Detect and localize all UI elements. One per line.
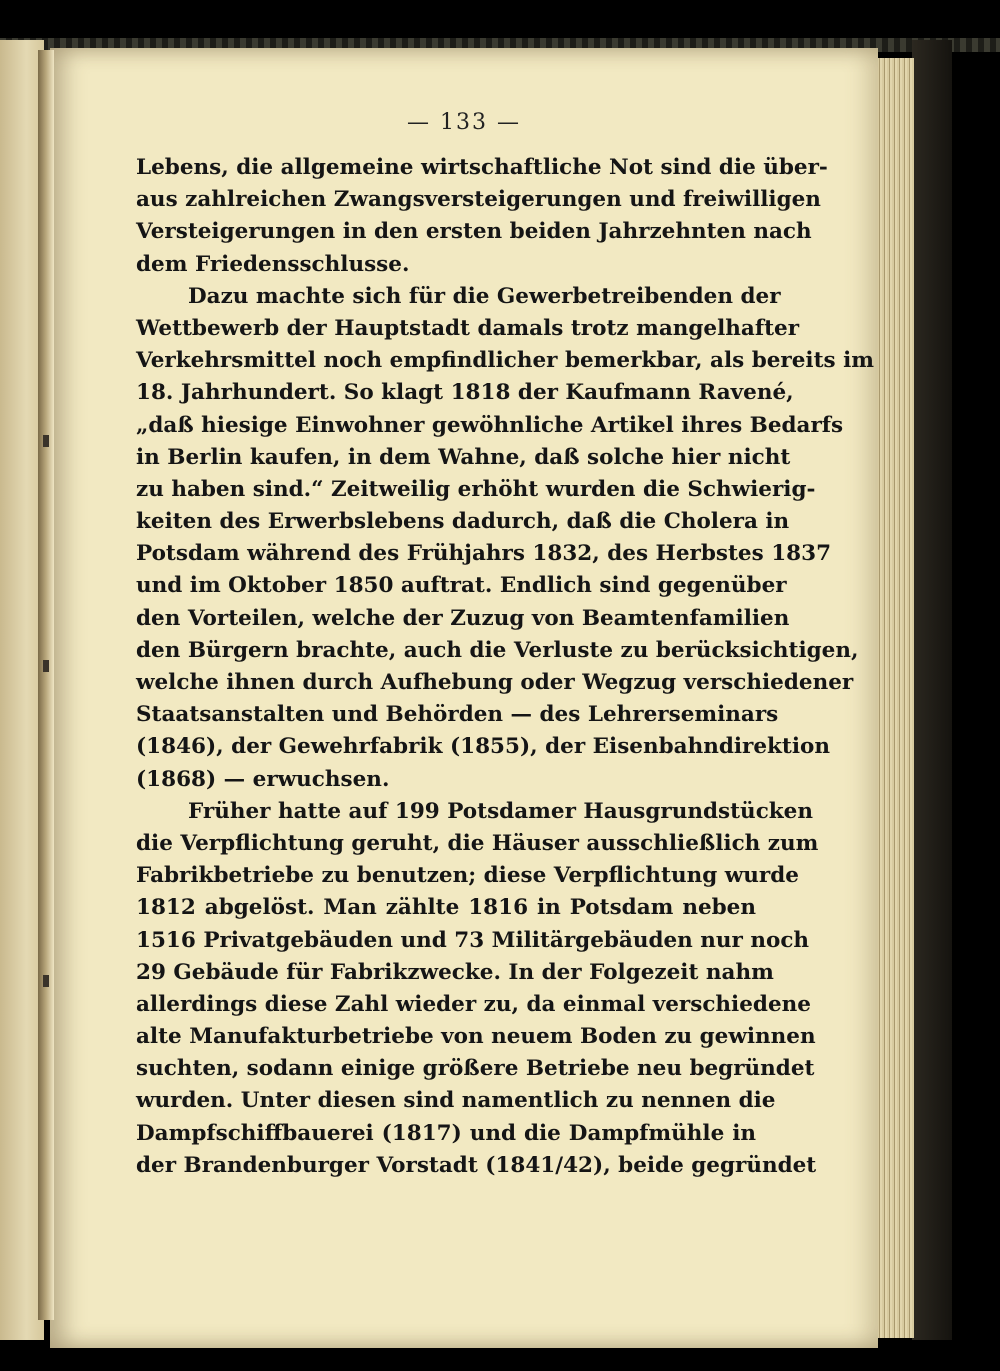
text-line: aus zahlreichen Zwangsversteigerungen und freiwilligen [136, 187, 821, 213]
text-line: Versteigerungen in den ersten beiden Jahrzehnten nach [136, 219, 812, 245]
text-line: Potsdam während des Frühjahrs 1832, des Herbstes 1837 [136, 541, 832, 567]
text-line: der Brandenburger Vorstadt (1841/42), beide gegründet [136, 1152, 817, 1178]
text-line: Dampfschiffbauerei (1817) und die Dampfmühle in [136, 1120, 756, 1146]
text-line: 1516 Privatgebäuden und 73 Militärgebäuden nur noch [136, 927, 810, 953]
text-line: „daß hiesige Einwohner gewöhnliche Artikel ihres Bedarfs [136, 412, 844, 438]
text-line: 29 Gebäude für Fabrikzwecke. In der Folgezeit nahm [136, 959, 774, 985]
text-line: (1868) — erwuchsen. [136, 766, 390, 792]
text-line: den Bürgern brachte, auch die Verluste zu berücksichtigen, [136, 637, 859, 663]
text-line: (1846), der Gewehrfabrik (1855), der Eisenbahndirektion [136, 734, 831, 760]
text-line: wurden. Unter diesen sind namentlich zu nennen die [136, 1088, 776, 1114]
text-line: allerdings diese Zahl wieder zu, da einmal verschiedene [136, 991, 811, 1017]
book-page [50, 48, 878, 1348]
text-line: Früher hatte auf 199 Potsdamer Hausgrundstücken [188, 798, 813, 824]
page-edges [872, 58, 914, 1338]
text-line: Wettbewerb der Hauptstadt damals trotz mangelhafter [136, 315, 800, 341]
text-line: den Vorteilen, welche der Zuzug von Beamtenfamilien [136, 605, 790, 631]
page-gutter [38, 50, 54, 1320]
text-line: in Berlin kaufen, in dem Wahne, daß solche hier nicht [136, 444, 791, 470]
body-text [136, 152, 875, 1182]
binding-stitch [43, 435, 49, 447]
book-cover-edge [912, 40, 952, 1340]
text-line: welche ihnen durch Aufhebung oder Wegzug verschiedener [136, 670, 854, 695]
text-line: Verkehrsmittel noch empfindlicher bemerkbar, als bereits im [136, 348, 875, 374]
text-line: keiten des Erwerbslebens dadurch, daß die Cholera in [136, 509, 790, 535]
text-line: dem Friedensschlusse. [136, 251, 410, 277]
text-line: und im Oktober 1850 auftrat. Endlich sind gegenüber [136, 573, 787, 599]
text-line: zu haben sind.“ Zeitweilig erhöht wurden die Schwierig- [136, 476, 816, 502]
text-line: 1812 abgelöst. Man zählte 1816 in Potsdam neben [136, 895, 756, 921]
text-line: Dazu machte sich für die Gewerbetreibenden der [188, 283, 781, 309]
text-line: Lebens, die allgemeine wirtschaftliche Not sind die über- [136, 155, 828, 180]
text-line: die Verpflichtung geruht, die Häuser ausschließlich zum [136, 830, 819, 856]
binding-stitch [43, 660, 49, 672]
text-line: suchten, sodann einige größere Betriebe neu begründet [136, 1056, 815, 1082]
text-line: Fabrikbetriebe zu benutzen; diese Verpflichtung wurde [136, 863, 799, 889]
text-line: 18. Jahrhundert. So klagt 1818 der Kaufmann Ravené, [136, 380, 794, 406]
text-line: Staatsanstalten und Behörden — des Lehrerseminars [136, 702, 779, 728]
binding-stitch [43, 975, 49, 987]
text-line: alte Manufakturbetriebe von neuem Boden zu gewinnen [136, 1024, 816, 1050]
page-number: — 133 — [407, 110, 521, 135]
